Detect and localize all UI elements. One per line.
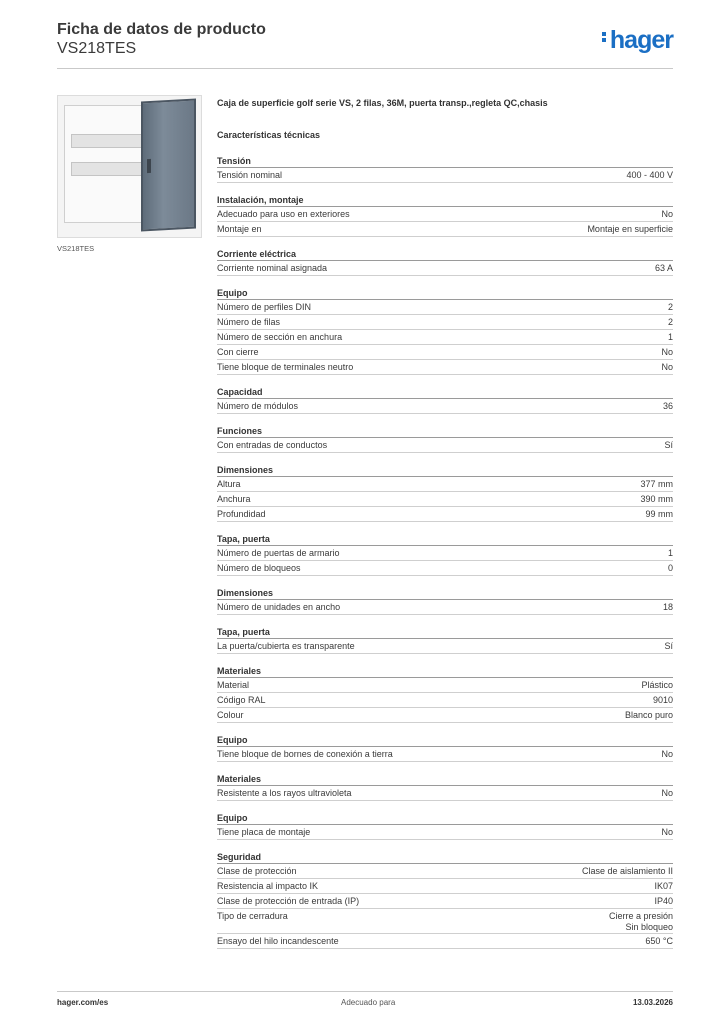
spec-label: Número de módulos [217, 401, 299, 411]
spec-row [217, 168, 673, 183]
spec-row [217, 207, 673, 222]
spec-value: Clase de aislamiento II [581, 866, 673, 876]
section-title: Instalación, montaje [217, 194, 673, 207]
spec-section [217, 851, 673, 949]
spec-label: Clase de protección de entrada (IP) [217, 896, 360, 906]
spec-section [217, 155, 673, 183]
footer-center-text: Adecuado para [341, 998, 396, 1007]
spec-label: Con entradas de conductos [217, 440, 328, 450]
spec-section [217, 248, 673, 276]
spec-value: 18 [662, 602, 673, 612]
spec-row [217, 708, 673, 723]
spec-row [217, 438, 673, 453]
spec-row [217, 693, 673, 708]
spec-value: 63 A [654, 263, 673, 273]
spec-label: Tiene placa de montaje [217, 827, 311, 837]
spec-value: 377 mm [640, 479, 673, 489]
spec-label: Tiene bloque de terminales neutro [217, 362, 354, 372]
spec-value: 0 [667, 563, 673, 573]
spec-row [217, 600, 673, 615]
spec-section [217, 533, 673, 576]
logo-text: hager [609, 26, 673, 54]
spec-label: Profundidad [217, 509, 266, 519]
page-title: Ficha de datos de producto [57, 21, 266, 38]
section-title: Equipo [217, 812, 673, 825]
spec-value: No [661, 347, 673, 357]
spec-label: Número de perfiles DIN [217, 302, 312, 312]
spec-value: IP40 [654, 896, 673, 906]
spec-label: La puerta/cubierta es transparente [217, 641, 355, 651]
section-title: Tensión [217, 155, 673, 168]
spec-label: Altura [217, 479, 241, 489]
spec-value: No [661, 362, 673, 372]
din-rail [71, 162, 142, 176]
spec-row [217, 934, 673, 949]
spec-section [217, 812, 673, 840]
spec-label: Código RAL [217, 695, 266, 705]
spec-row [217, 678, 673, 693]
spec-value: 390 mm [640, 494, 673, 504]
section-title: Materiales [217, 665, 673, 678]
spec-row [217, 360, 673, 375]
spec-value: 1 [667, 332, 673, 342]
spec-value: Blanco puro [624, 710, 673, 720]
spec-section [217, 626, 673, 654]
spec-row [217, 909, 673, 934]
section-title: Dimensiones [217, 464, 673, 477]
spec-row [217, 507, 673, 522]
spec-row [217, 492, 673, 507]
spec-label: Anchura [217, 494, 251, 504]
header-divider [57, 68, 673, 69]
spec-row [217, 399, 673, 414]
spec-section [217, 194, 673, 237]
image-caption: VS218TES [57, 244, 95, 253]
spec-value: Montaje en superficie [587, 224, 673, 234]
section-title: Seguridad [217, 851, 673, 864]
spec-label: Colour [217, 710, 244, 720]
section-title: Tapa, puerta [217, 626, 673, 639]
section-title: Corriente eléctrica [217, 248, 673, 261]
spec-row [217, 825, 673, 840]
spec-section [217, 386, 673, 414]
spec-row [217, 747, 673, 762]
spec-label: Tiene bloque de bornes de conexión a tierra [217, 749, 393, 759]
hager-logo [602, 26, 673, 55]
page-header [57, 20, 673, 70]
footer-website: hager.com/es [57, 998, 109, 1007]
spec-row [217, 546, 673, 561]
product-description: Caja de superficie golf serie VS, 2 filas, 36M, puerta transp.,regleta QC,chasis [217, 98, 548, 108]
spec-row [217, 261, 673, 276]
spec-row [217, 477, 673, 492]
spec-value: Plástico [641, 680, 673, 690]
spec-value: 99 mm [645, 509, 673, 519]
spec-value: 9010 [652, 695, 673, 705]
din-rail [71, 134, 142, 148]
spec-label: Adecuado para uso en exteriores [217, 209, 350, 219]
spec-value: Cierre a presión Sin bloqueo [608, 911, 673, 932]
spec-label: Clase de protección [217, 866, 297, 876]
footer-divider [57, 991, 673, 992]
spec-label: Montaje en [217, 224, 262, 234]
spec-label: Resistencia al impacto IK [217, 881, 319, 891]
spec-row [217, 561, 673, 576]
technical-characteristics-heading: Características técnicas [217, 130, 321, 140]
spec-section [217, 734, 673, 762]
spec-value: IK07 [654, 881, 673, 891]
door-handle [147, 159, 151, 173]
spec-section [217, 665, 673, 723]
spec-label: Corriente nominal asignada [217, 263, 328, 273]
spec-label: Número de unidades en ancho [217, 602, 341, 612]
spec-section [217, 464, 673, 522]
spec-value: 1 [667, 548, 673, 558]
spec-label: Número de puertas de armario [217, 548, 340, 558]
spec-row [217, 879, 673, 894]
section-title: Equipo [217, 734, 673, 747]
section-title: Tapa, puerta [217, 533, 673, 546]
spec-row [217, 786, 673, 801]
spec-value: 2 [667, 302, 673, 312]
section-title: Dimensiones [217, 587, 673, 600]
spec-row [217, 222, 673, 237]
spec-section [217, 287, 673, 375]
spec-content [217, 97, 673, 949]
transparent-door [141, 99, 196, 232]
spec-label: Número de bloqueos [217, 563, 301, 573]
spec-label: Ensayo del hilo incandescente [217, 936, 339, 946]
spec-label: Con cierre [217, 347, 259, 357]
product-image [57, 95, 202, 238]
spec-value: 400 - 400 V [626, 170, 673, 180]
spec-label: Material [217, 680, 250, 690]
spec-row [217, 894, 673, 909]
product-reference: VS218TES [57, 40, 137, 57]
section-title: Materiales [217, 773, 673, 786]
spec-value: No [661, 749, 673, 759]
footer-date: 13.03.2026 [632, 998, 673, 1007]
enclosure-body [64, 105, 149, 223]
spec-label: Tensión nominal [217, 170, 283, 180]
spec-sections [217, 155, 673, 949]
spec-value: 2 [667, 317, 673, 327]
spec-section [217, 773, 673, 801]
spec-label: Resistente a los rayos ultravioleta [217, 788, 352, 798]
spec-row [217, 864, 673, 879]
spec-value: 650 °C [645, 936, 673, 946]
spec-section [217, 587, 673, 615]
spec-section [217, 425, 673, 453]
spec-row [217, 639, 673, 654]
spec-row [217, 300, 673, 315]
section-title: Equipo [217, 287, 673, 300]
spec-value: No [661, 788, 673, 798]
spec-value: No [661, 827, 673, 837]
spec-row [217, 345, 673, 360]
spec-row [217, 330, 673, 345]
section-title: Funciones [217, 425, 673, 438]
spec-row [217, 315, 673, 330]
spec-label: Número de filas [217, 317, 281, 327]
spec-value: 36 [662, 401, 673, 411]
logo-dots-icon [602, 30, 608, 44]
spec-value: Sí [664, 641, 673, 651]
spec-label: Tipo de cerradura [217, 911, 288, 921]
spec-value: Sí [664, 440, 673, 450]
spec-value: No [661, 209, 673, 219]
spec-label: Número de sección en anchura [217, 332, 343, 342]
section-title: Capacidad [217, 386, 673, 399]
